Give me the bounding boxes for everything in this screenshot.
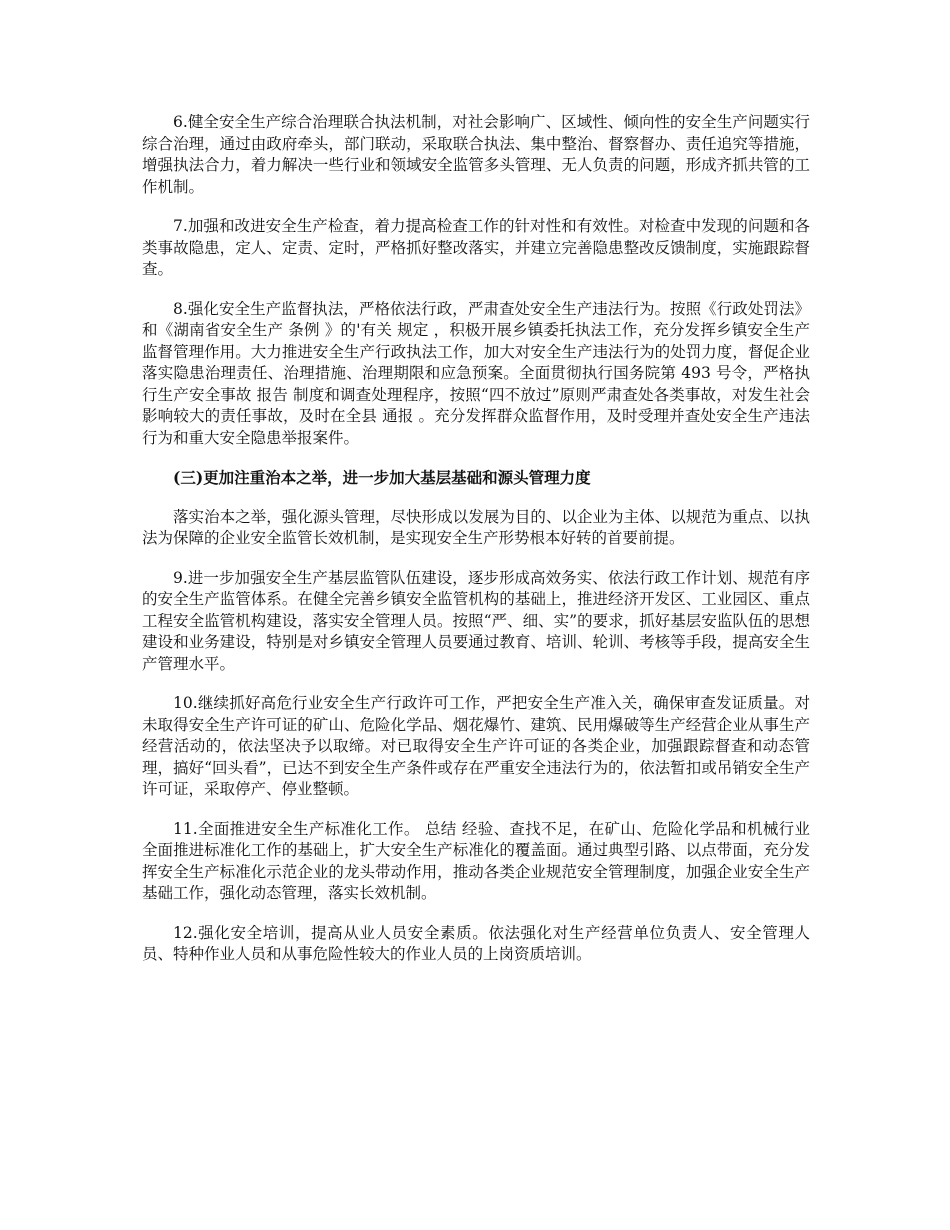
paragraph-item-9: 9.进一步加强安全生产基层监管队伍建设，逐步形成高效务实、依法行政工作计划、规范有序的安全生产监管体系。在健全完善乡镇安全监管机构的基础上，推进经济开发区、工业园区、重点工程安全监管机构建设，落实安全管理人员。按照“严、细、实”的要求，抓好基层安监队伍的思想建设和业务建设，特别是对乡镇安全管理人员要通过教育、培训、轮训、考核等手段，提高安全生产管理水平。 (142, 568, 810, 673)
document-page (142, 112, 810, 984)
section-heading-3: (三)更加注重治本之举，进一步加大基层基础和源头管理力度 (173, 468, 591, 487)
paragraph-item-10: 10.继续抓好高危行业安全生产行政许可工作，严把安全生产准入关，确保审查发证质量。对未取得安全生产许可证的矿山、危险化学品、烟花爆竹、建筑、民用爆破等生产经营企业从事生产经营活动的，依法坚决予以取缔。对已取得安全生产许可证的各类企业，加强跟踪督查和动态管理，搞好“回头看”，已达不到安全生产条件或存在严重安全违法行为的，依法暂扣或吊销安全生产许可证，采取停产、停业整顿。 (142, 694, 810, 798)
paragraph-item-11: 11.全面推进安全生产标准化工作。 总结 经验、查找不足，在矿山、危险化学品和机械行业全面推进标准化工作的基础上，扩大安全生产标准化的覆盖面。通过典型引路、以点带面，充分发挥安全生产标准化示范企业的龙头带动作用，推动各类企业规范安全管理制度，加强企业安全生产基础工作，强化动态管理，落实长效机制。 (142, 819, 810, 902)
paragraph-item-7: 7.加强和改进安全生产检查，着力提高检查工作的针对性和有效性。对检查中发现的问题和各类事故隐患，定人、定责、定时，严格抓好整改落实，并建立完善隐患整改反馈制度，实施跟踪督查。 (142, 217, 810, 278)
paragraph-item-8: 8.强化安全生产监督执法，严格依法行政，严肃查处安全生产违法行为。按照《行政处罚法》和《湖南省安全生产 条例 》的'有关 规定 ，积极开展乡镇委托执法工作，充分发挥乡镇安全生产监督管理作用。大力推进安全生产行政执法工作，加大对安全生产违法行为的处罚力度，督促企业落实隐患治理责任、治理措施、治理期限和应急预案。全面贯彻执行国务院第 493 号令，严格执行生产安全事故 报告 制度和调查处理程序，按照“四不放过”原则严肃查处各类事故，对发生社会影响较大的责任事故，及时在全县 通报 。充分发挥群众监督作用，及时受理并查处安全生产违法行为和重大安全隐患举报案件。 (142, 299, 810, 447)
section-intro-paragraph: 落实治本之举，强化源头管理，尽快形成以发展为目的、以企业为主体、以规范为重点、以执法为保障的企业安全监管长效机制，是实现安全生产形势根本好转的首要前提。 (142, 507, 810, 547)
paragraph-item-12: 12.强化安全培训，提高从业人员安全素质。依法强化对生产经营单位负责人、安全管理人员、特种作业人员和从事危险性较大的作业人员的上岗资质培训。 (142, 923, 810, 963)
paragraph-item-6: 6.健全安全生产综合治理联合执法机制，对社会影响广、区域性、倾向性的安全生产问题实行综合治理，通过由政府牵头，部门联动，采取联合执法、集中整治、督察督办、责任追究等措施，增强执法合力，着力解决一些行业和领域安全监管多头管理、无人负责的问题，形成齐抓共管的工作机制。 (142, 113, 810, 196)
